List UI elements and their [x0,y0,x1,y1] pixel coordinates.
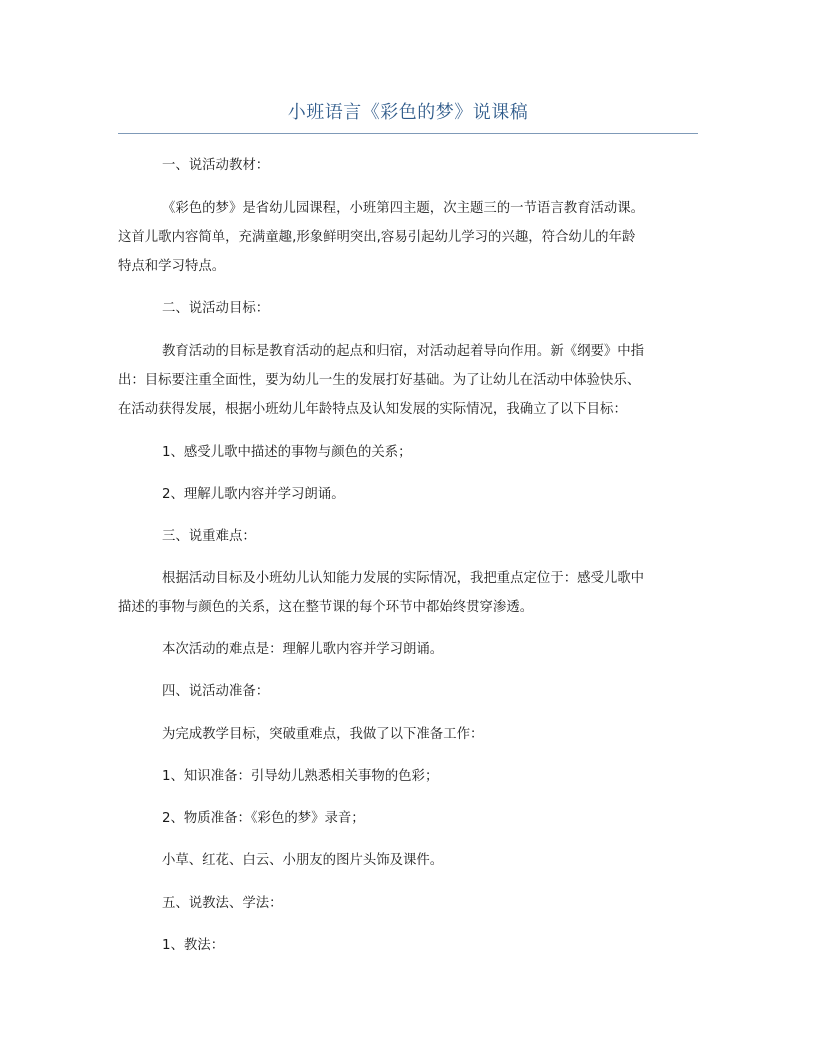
paragraph-line: 教育活动的目标是教育活动的起点和归宿，对活动起着导向作用。新《纲要》中指 [162,344,645,359]
list-item: 2、物质准备：《彩色的梦》录音； [162,811,365,826]
section-heading: 四、说活动准备： [162,684,270,699]
list-item: 1、知识准备：引导幼儿熟悉相关事物的色彩； [162,769,439,784]
title-divider [118,133,698,134]
list-item: 1、感受儿歌中描述的事物与颜色的关系； [162,445,412,460]
paragraph-line: 根据活动目标及小班幼儿认知能力发展的实际情况，我把重点定位于：感受儿歌中 [162,571,645,586]
list-item: 1、教法： [162,938,225,953]
paragraph-line: 在活动获得发展，根据小班幼儿年龄特点及认知发展的实际情况，我确立了以下目标： [118,402,627,417]
paragraph-line: 描述的事物与颜色的关系，这在整节课的每个环节中都始终贯穿渗透。 [118,600,534,615]
paragraph-line: 小草、红花、白云、小朋友的图片头饰及课件。 [162,853,444,868]
section-heading: 三、说重难点： [162,529,256,544]
paragraph-line: 出：目标要注重全面性，要为幼儿一生的发展打好基础。为了让幼儿在活动中体验快乐、 [118,373,641,388]
paragraph-line: 为完成教学目标，突破重难点，我做了以下准备工作： [162,727,484,742]
paragraph-line: 这首儿歌内容简单，充满童趣,形象鲜明突出,容易引起幼儿学习的兴趣，符合幼儿的年龄 [118,230,636,245]
section-heading: 二、说活动目标： [162,301,270,316]
paragraph-line: 《彩色的梦》是省幼儿园课程，小班第四主题，次主题三的一节语言教育活动课。 [162,201,645,216]
paragraph-line: 特点和学习特点。 [118,259,226,274]
document-title: 小班语言《彩色的梦》说课稿 [287,102,529,123]
paragraph-line: 本次活动的难点是：理解儿歌内容并学习朗诵。 [162,642,444,657]
section-heading: 一、说活动教材： [162,158,270,173]
list-item: 2、理解儿歌内容并学习朗诵。 [162,487,345,502]
section-heading: 五、说教法、学法： [162,896,283,911]
